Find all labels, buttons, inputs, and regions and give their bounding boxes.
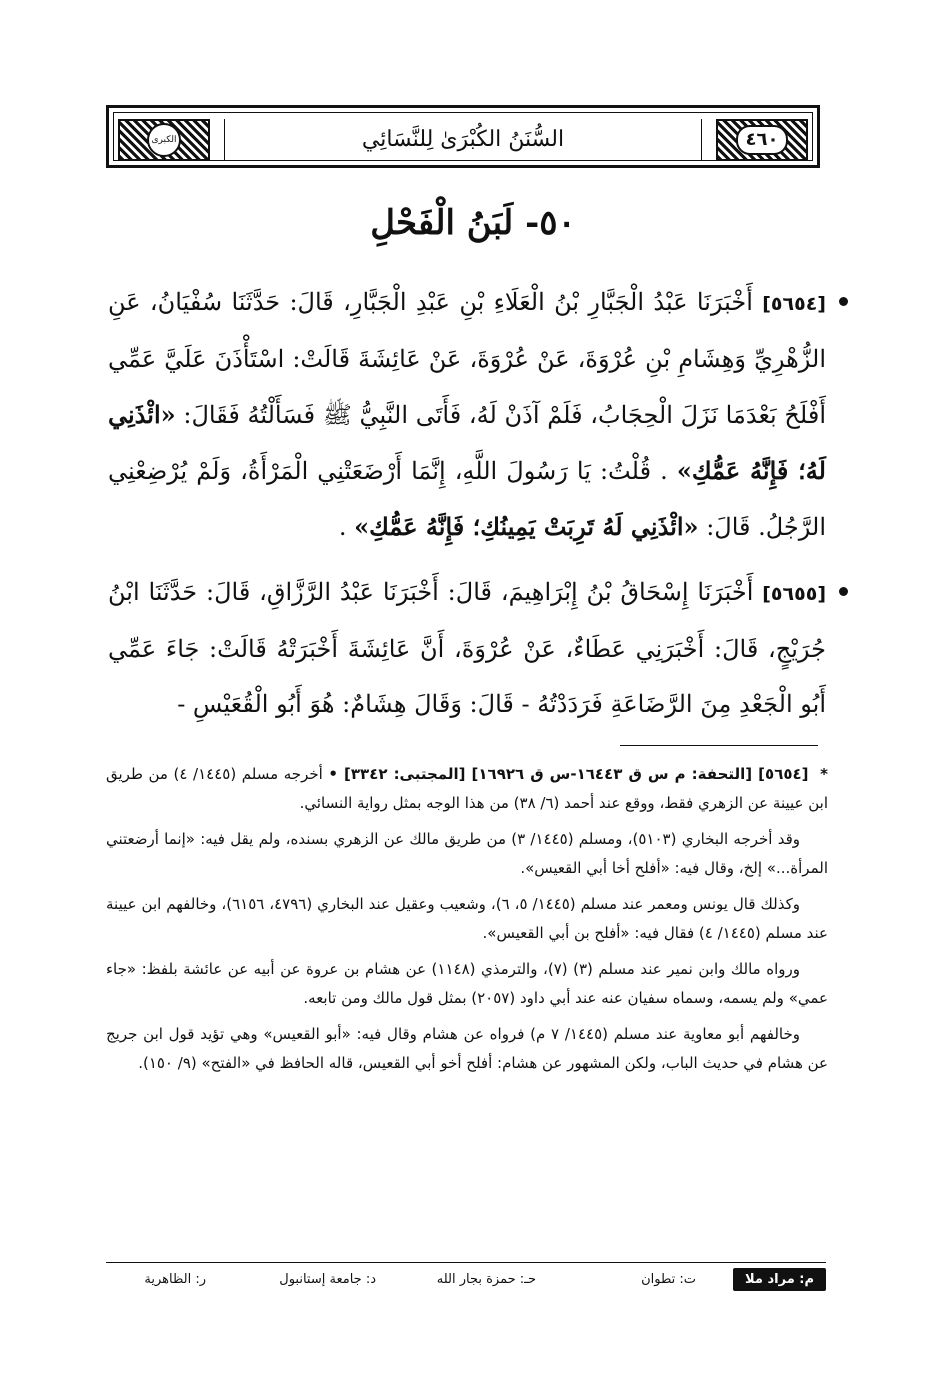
manuscript-tag: م: مراد ملا	[733, 1268, 826, 1291]
manuscript-t: ت: تطوان	[641, 1272, 696, 1287]
footnote-references: [٥٦٥٤] [التحفة: م س ق ١٦٤٤٣-س ق ١٦٩٢٦] [المجتبى: ٣٣٤٢] •	[328, 765, 809, 783]
footnote-paragraph: وكذلك قال يونس ومعمر عند مسلم (١٤٤٥/ ٥، ٦)، وشعيب وعقيل عند البخاري (٤٧٩٦، ٦١٥٦)، وخالفهم ابن عيينة عند مسلم (١٤٤٥/ ٤) فقال فيه: «أفلح بن أبي القعيس».	[106, 895, 828, 942]
page-header	[106, 105, 820, 168]
prophet-saying: «ائْذَنِي لَهُ؛ فَإِنَّهُ عَمُّكِ»	[108, 400, 826, 485]
page-number-ornament	[716, 119, 808, 161]
hadith-text: أَخْبَرَنَا عَبْدُ الْجَبَّارِ بْنُ الْعَلَاءِ بْنِ عَبْدِ الْجَبَّارِ، قَالَ: حَدَّثَنَا سُفْيَانُ، عَنِ الزُّهْرِيِّ وَهِشَامِ بْنِ عُرْوَةَ، عَنْ عُرْوَةَ، عَنْ عَائِشَةَ قَالَتْ: اسْتَأْذَنَ عَلَيَّ عَمِّي أَفْلَحُ بَعْدَمَا نَزَلَ الْحِجَابُ، فَلَمْ آذَنْ لَهُ، فَأَتَى النَّبِيُّ ﷺ فَسَأَلْتُهُ فَقَالَ:	[108, 288, 826, 429]
manuscript-h: حـ: حمزة بجار الله	[436, 1272, 536, 1287]
hadith-text: .	[338, 513, 347, 541]
footnote-text: أخرجه مسلم (١٤٤٥/ ٤) من طريق ابن عيينة عن الزهري فقط، ووقع عند أحمد (٦/ ٣٨) من هذا الوجه بمثل رواية النسائي.	[106, 765, 828, 812]
bullet-icon	[839, 297, 848, 306]
manuscript-d: د: جامعة إستانبول	[279, 1272, 376, 1287]
manuscript-legend	[106, 1268, 826, 1296]
bullet-icon	[839, 587, 848, 596]
chapter-title: ٥٠- لَبَنُ الْفَحْلِ	[370, 203, 576, 243]
emblem-ornament	[118, 119, 210, 161]
hadith-text: . قُلْتُ: يَا رَسُولَ اللَّهِ، إِنَّمَا أَرْضَعَتْنِي الْمَرْأَةُ، وَلَمْ يُرْضِعْنِي الرَّجُلُ. قَالَ:	[108, 457, 826, 541]
footnote-divider	[620, 745, 818, 746]
book-title: السُّنَنُ الكُبْرَىٰ لِلنَّسَائِي	[224, 119, 702, 161]
hadith-5655	[108, 565, 826, 732]
page-number: ٤٦٠	[736, 125, 788, 155]
hadith-text: أَخْبَرَنَا إِسْحَاقُ بْنُ إِبْرَاهِيمَ، قَالَ: أَخْبَرَنَا عَبْدُ الرَّزَّاقِ، قَالَ: حَدَّثَنَا ابْنُ جُرَيْجٍ، قَالَ: أَخْبَرَنِي عَطَاءٌ، عَنْ عُرْوَةَ، أَنَّ عَائِشَةَ أَخْبَرَتْهُ قَالَتْ: جَاءَ عَمِّي أَبُو الْجَعْدِ مِنَ الرَّضَاعَةِ فَرَدَدْتُهُ - قَالَ: وَقَالَ هِشَامٌ: هُوَ أَبُو الْقُعَيْسِ -	[108, 578, 826, 718]
emblem-icon: الكبرى	[147, 123, 181, 157]
prophet-saying: «ائْذَنِي لَهُ تَرِبَتْ يَمِينُكِ؛ فَإِنَّهُ عَمُّكِ»	[354, 512, 699, 541]
footer-divider	[106, 1262, 826, 1263]
footnotes	[106, 760, 828, 1085]
footnote-paragraph: وخالفهم أبو معاوية عند مسلم (١٤٤٥/ ٧ م) فرواه عن هشام وقال فيه: «أبو القعيس» وهي تؤيد قول ابن جريج عن هشام في حديث الباب، ولكن المشهور عن هشام: أفلح أخو أبي القعيس، قاله الحافظ في «الفتح» (٩/ ١٥٠).	[106, 1025, 828, 1072]
footnote-paragraph	[106, 760, 828, 818]
footnote-paragraph: ورواه مالك وابن نمير عند مسلم (٣) (٧)، والترمذي (١١٤٨) عن هشام بن عروة عن أبيه عن عائشة بلفظ: «جاء عمي» ولم يسمه، وسماه سفيان عنه عند أبي داود (٢٠٥٧) بمثل قول مالك ومن تابعه.	[106, 960, 828, 1007]
manuscript-r: ر: الظاهرية	[144, 1272, 206, 1287]
footnote-paragraph: وقد أخرجه البخاري (٥١٠٣)، ومسلم (١٤٤٥/ ٣) من طريق مالك عن الزهري بسنده، ولم يقل فيه: «إنما أرضعتني المرأة...» إلخ، وقال فيه: «أفلح أخا أبي القعيس».	[106, 830, 828, 877]
hadith-number: [٥٦٥٥]	[762, 583, 826, 605]
hadith-number: [٥٦٥٤]	[762, 293, 826, 315]
header-frame	[113, 112, 813, 161]
star-icon: *	[820, 765, 828, 783]
hadith-5654	[108, 275, 826, 555]
